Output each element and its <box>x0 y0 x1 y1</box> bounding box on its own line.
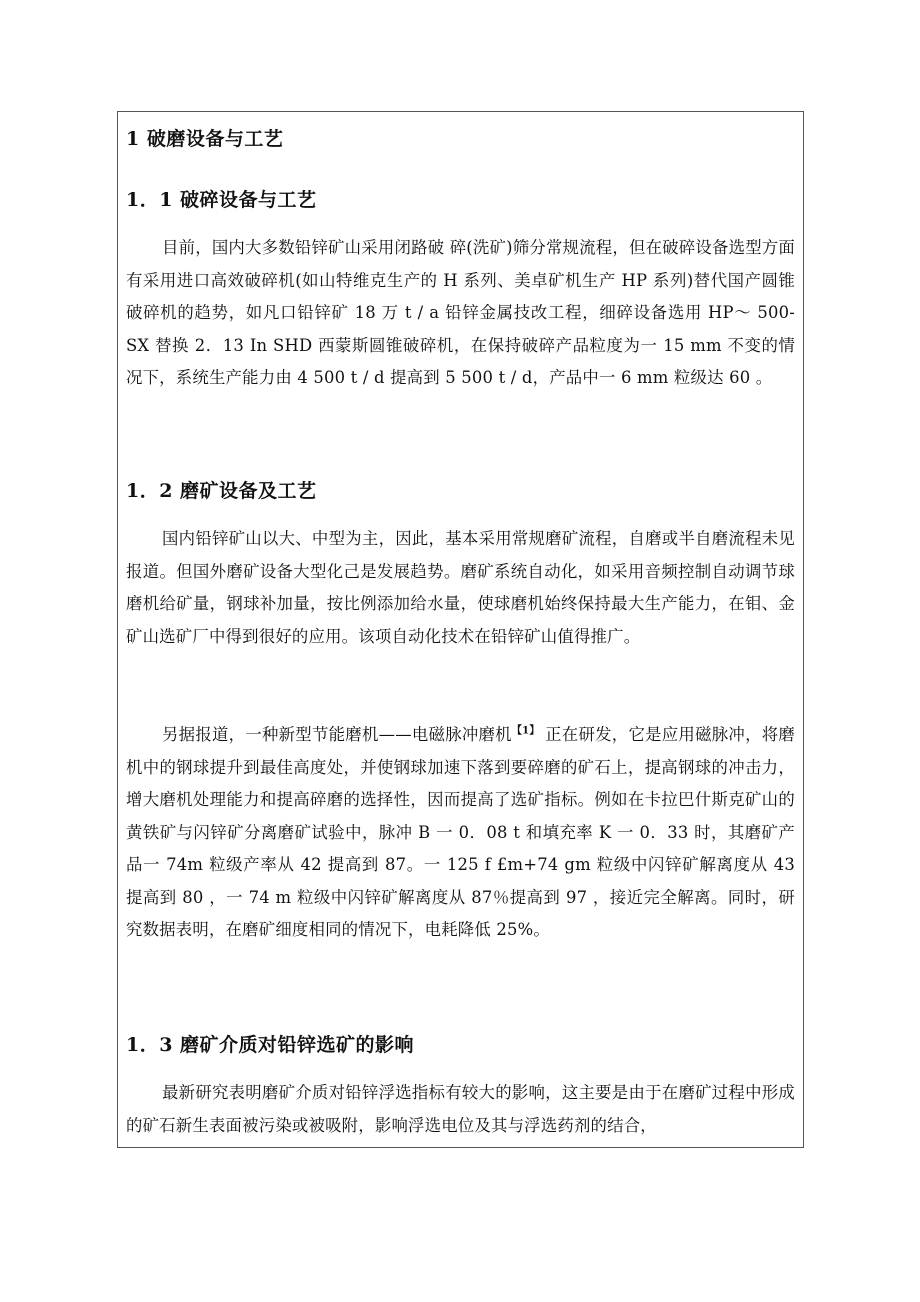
section-1-1-paragraph: 目前，国内大多数铅锌矿山采用闭路破 碎(洗矿)筛分常规流程，但在破碎设备选型方面有采用进口高效破碎机(如山特维克生产的 H 系列、美卓矿机生产 HP 系列)替代国产圆锥破碎机的趋势，如凡口铅锌矿 18 万 t / a 铅锌金属技改工程，细碎设备选用 HP～ 500-SX 替换 2．13 In SHD 西蒙斯圆锥破碎机，在保持破碎产品粒度为一 15 mm 不变的情况下，系统生产能力由 4 500 t / d 提高到 5 500 t / d，产品中一 6 mm 粒级达 60 。 <box>126 238 795 387</box>
paragraph-text-after-citation: 正在研发，它是应用磁脉冲，将磨机中的钢球提升到最佳高度处，并使钢球加速下落到要碎磨的矿石上，提高钢球的冲击力，增大磨机处理能力和提高碎磨的选择性，因而提高了选矿指标。例如在卡拉巴什斯克矿山的黄铁矿与闪锌矿分离磨矿试验中，脉冲 B 一 0．08 t 和填充率 K 一 0．33 时，其磨矿产品一 74m 粒级产率从 42 提高到 87。一 125 f £m+74 gm 粒级中闪锌矿解离度从 43 提高到 80 ，一 74 m 粒级中闪锌矿解离度从 87％提高到 97 ，接近完全解离。同时，研究数据表明，在磨矿细度相同的情况下，电耗降低 25%。 <box>126 725 795 939</box>
section-1-2-paragraph-2 <box>126 719 795 947</box>
section-1-heading: 1 破磨设备与工艺 <box>126 128 284 150</box>
document-frame <box>117 111 804 1148</box>
section-1-1-heading: 1．1 破碎设备与工艺 <box>126 189 317 211</box>
citation-marker: 【1】 <box>511 725 540 737</box>
paragraph-text-before-citation: 另据报道，一种新型节能磨机——电磁脉冲磨机 <box>162 725 512 744</box>
section-1-3-heading: 1．3 磨矿介质对铅锌选矿的影响 <box>126 1034 415 1056</box>
section-1-3-paragraph: 最新研究表明磨矿介质对铅锌浮选指标有较大的影响，这主要是由于在磨矿过程中形成的矿石新生表面被污染或被吸附，影响浮选电位及其与浮选药剂的结合， <box>126 1083 795 1135</box>
section-1-2-heading: 1．2 磨矿设备及工艺 <box>126 480 317 502</box>
section-1-2-paragraph-1: 国内铅锌矿山以大、中型为主，因此，基本采用常规磨矿流程，自磨或半自磨流程未见报道。但国外磨矿设备大型化己是发展趋势。磨矿系统自动化，如采用音频控制自动调节球磨机给矿量，钢球补加量，按比例添加给水量，使球磨机始终保持最大生产能力，在钼、金矿山选矿厂中得到很好的应用。该项自动化技术在铅锌矿山值得推广。 <box>126 529 795 646</box>
